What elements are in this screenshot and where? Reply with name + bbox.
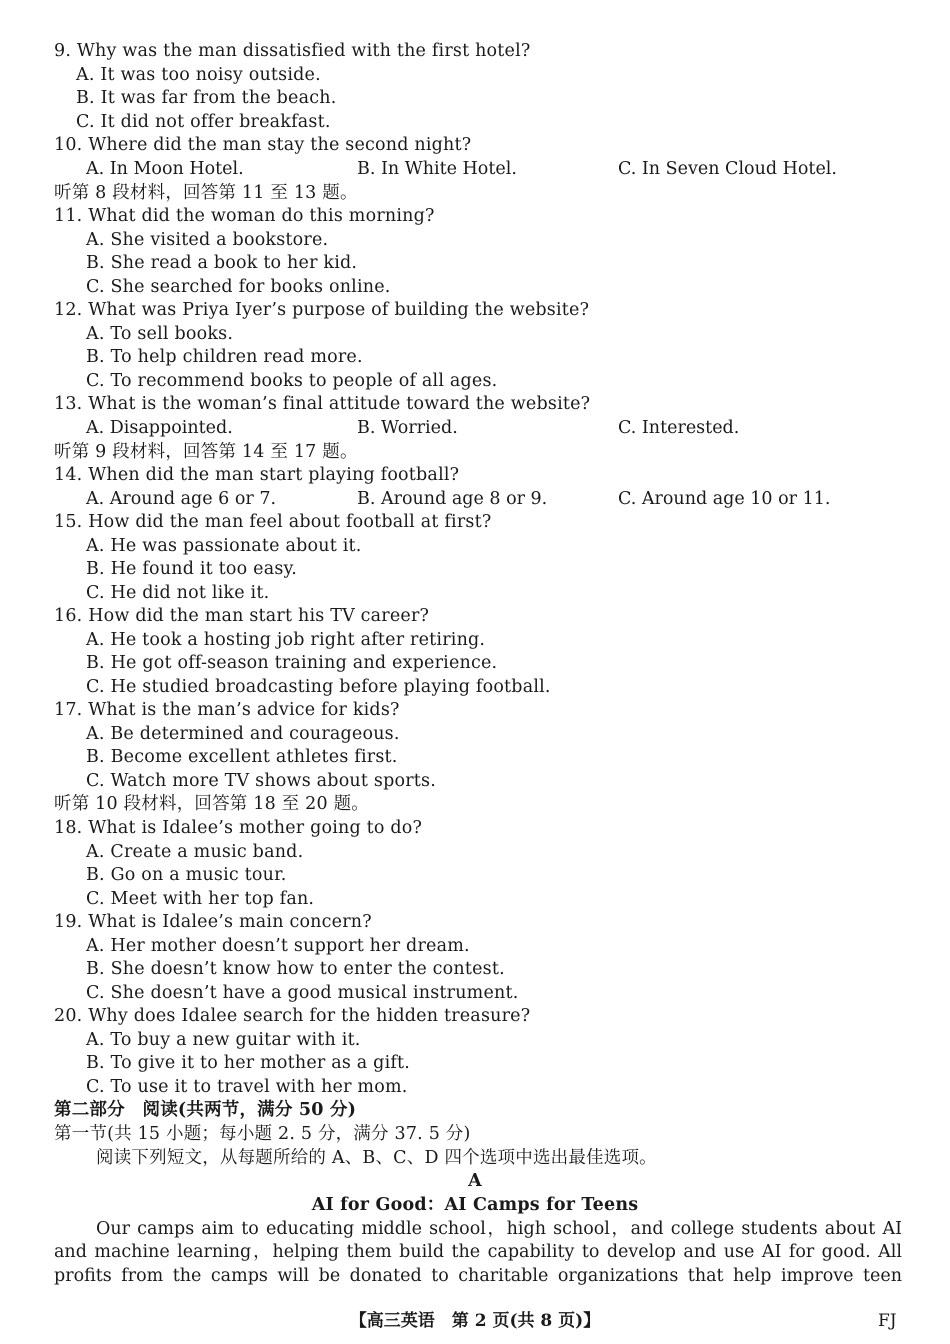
passage-title: AI for Good：AI Camps for Teens — [311, 1195, 639, 1215]
section-one-heading: 第一节(共 15 小题；每小题 2. 5 分，满分 37. 5 分) — [54, 1124, 471, 1144]
section-instruction-8: 听第 8 段材料，回答第 11 至 13 题。 — [54, 183, 358, 203]
question-11-option-a: A. She visited a bookstore. — [86, 230, 329, 250]
passage-line-1: Our camps aim to educating middle school，high school，and college students about AI — [96, 1219, 902, 1239]
question-10-option-b: B. In White Hotel. — [357, 159, 517, 179]
question-19-stem: 19. What is Idalee’s main concern? — [54, 912, 372, 932]
question-9-option-c: C. It did not offer breakfast. — [76, 112, 331, 132]
question-12-option-b: B. To help children read more. — [86, 347, 363, 367]
question-17-option-c: C. Watch more TV shows about sports. — [86, 771, 436, 791]
question-10-option-c: C. In Seven Cloud Hotel. — [618, 159, 837, 179]
section-instruction-9: 听第 9 段材料，回答第 14 至 17 题。 — [54, 442, 358, 462]
question-13-option-a: A. Disappointed. — [86, 418, 233, 438]
question-9-option-b: B. It was far from the beach. — [76, 88, 337, 108]
question-10-option-a: A. In Moon Hotel. — [86, 159, 244, 179]
question-16-option-c: C. He studied broadcasting before playing football. — [86, 677, 551, 697]
question-13-stem: 13. What is the woman’s final attitude toward the website? — [54, 394, 591, 414]
question-18-option-a: A. Create a music band. — [86, 842, 304, 862]
question-9-stem: 9. Why was the man dissatisfied with the first hotel? — [54, 41, 531, 61]
question-11-stem: 11. What did the woman do this morning? — [54, 206, 435, 226]
question-11-option-b: B. She read a book to her kid. — [86, 253, 358, 273]
section-instruction-10: 听第 10 段材料，回答第 18 至 20 题。 — [54, 794, 369, 814]
passage-letter: A — [468, 1171, 482, 1191]
question-18-option-b: B. Go on a music tour. — [86, 865, 287, 885]
question-15-option-b: B. He found it too easy. — [86, 559, 298, 579]
question-17-option-b: B. Become excellent athletes first. — [86, 747, 398, 767]
question-12-stem: 12. What was Priya Iyer’s purpose of building the website? — [54, 300, 590, 320]
question-14-option-c: C. Around age 10 or 11. — [618, 489, 831, 509]
passage-line-2: and machine learning，helping them build the capability to develop and use AI for good. All — [54, 1242, 902, 1262]
question-16-option-b: B. He got off-season training and experience. — [86, 653, 498, 673]
question-13-option-c: C. Interested. — [618, 418, 740, 438]
question-15-stem: 15. How did the man feel about football at first? — [54, 512, 492, 532]
question-13-option-b: B. Worried. — [357, 418, 458, 438]
footer-code: FJ — [878, 1311, 897, 1331]
question-20-option-b: B. To give it to her mother as a gift. — [86, 1053, 411, 1073]
passage-line-3: profits from the camps will be donated to charitable organizations that help improve teen — [54, 1266, 902, 1286]
question-20-stem: 20. Why does Idalee search for the hidden treasure? — [54, 1006, 531, 1026]
question-15-option-c: C. He did not like it. — [86, 583, 270, 603]
question-14-stem: 14. When did the man start playing football? — [54, 465, 460, 485]
question-17-option-a: A. Be determined and courageous. — [86, 724, 400, 744]
question-17-stem: 17. What is the man’s advice for kids? — [54, 700, 400, 720]
question-18-option-c: C. Meet with her top fan. — [86, 889, 315, 909]
part-two-heading: 第二部分 阅读(共两节，满分 50 分) — [54, 1100, 357, 1120]
question-14-option-a: A. Around age 6 or 7. — [86, 489, 277, 509]
question-9-option-a: A. It was too noisy outside. — [76, 65, 321, 85]
question-19-option-c: C. She doesn’t have a good musical instrument. — [86, 983, 519, 1003]
question-12-option-a: A. To sell books. — [86, 324, 234, 344]
question-15-option-a: A. He was passionate about it. — [86, 536, 362, 556]
question-20-option-c: C. To use it to travel with her mom. — [86, 1077, 408, 1097]
question-16-stem: 16. How did the man start his TV career? — [54, 606, 430, 626]
question-14-option-b: B. Around age 8 or 9. — [357, 489, 548, 509]
page-footer: 【高三英语 第 2 页(共 8 页)】 — [349, 1311, 601, 1331]
question-10-stem: 10. Where did the man stay the second night? — [54, 135, 472, 155]
reading-instruction: 阅读下列短文，从每题所给的 A、B、C、D 四个选项中选出最佳选项。 — [96, 1148, 657, 1168]
question-16-option-a: A. He took a hosting job right after retiring. — [86, 630, 486, 650]
question-18-stem: 18. What is Idalee’s mother going to do? — [54, 818, 423, 838]
question-20-option-a: A. To buy a new guitar with it. — [86, 1030, 361, 1050]
question-12-option-c: C. To recommend books to people of all ages. — [86, 371, 498, 391]
question-19-option-a: A. Her mother doesn’t support her dream. — [86, 936, 470, 956]
question-11-option-c: C. She searched for books online. — [86, 277, 391, 297]
question-19-option-b: B. She doesn’t know how to enter the contest. — [86, 959, 505, 979]
